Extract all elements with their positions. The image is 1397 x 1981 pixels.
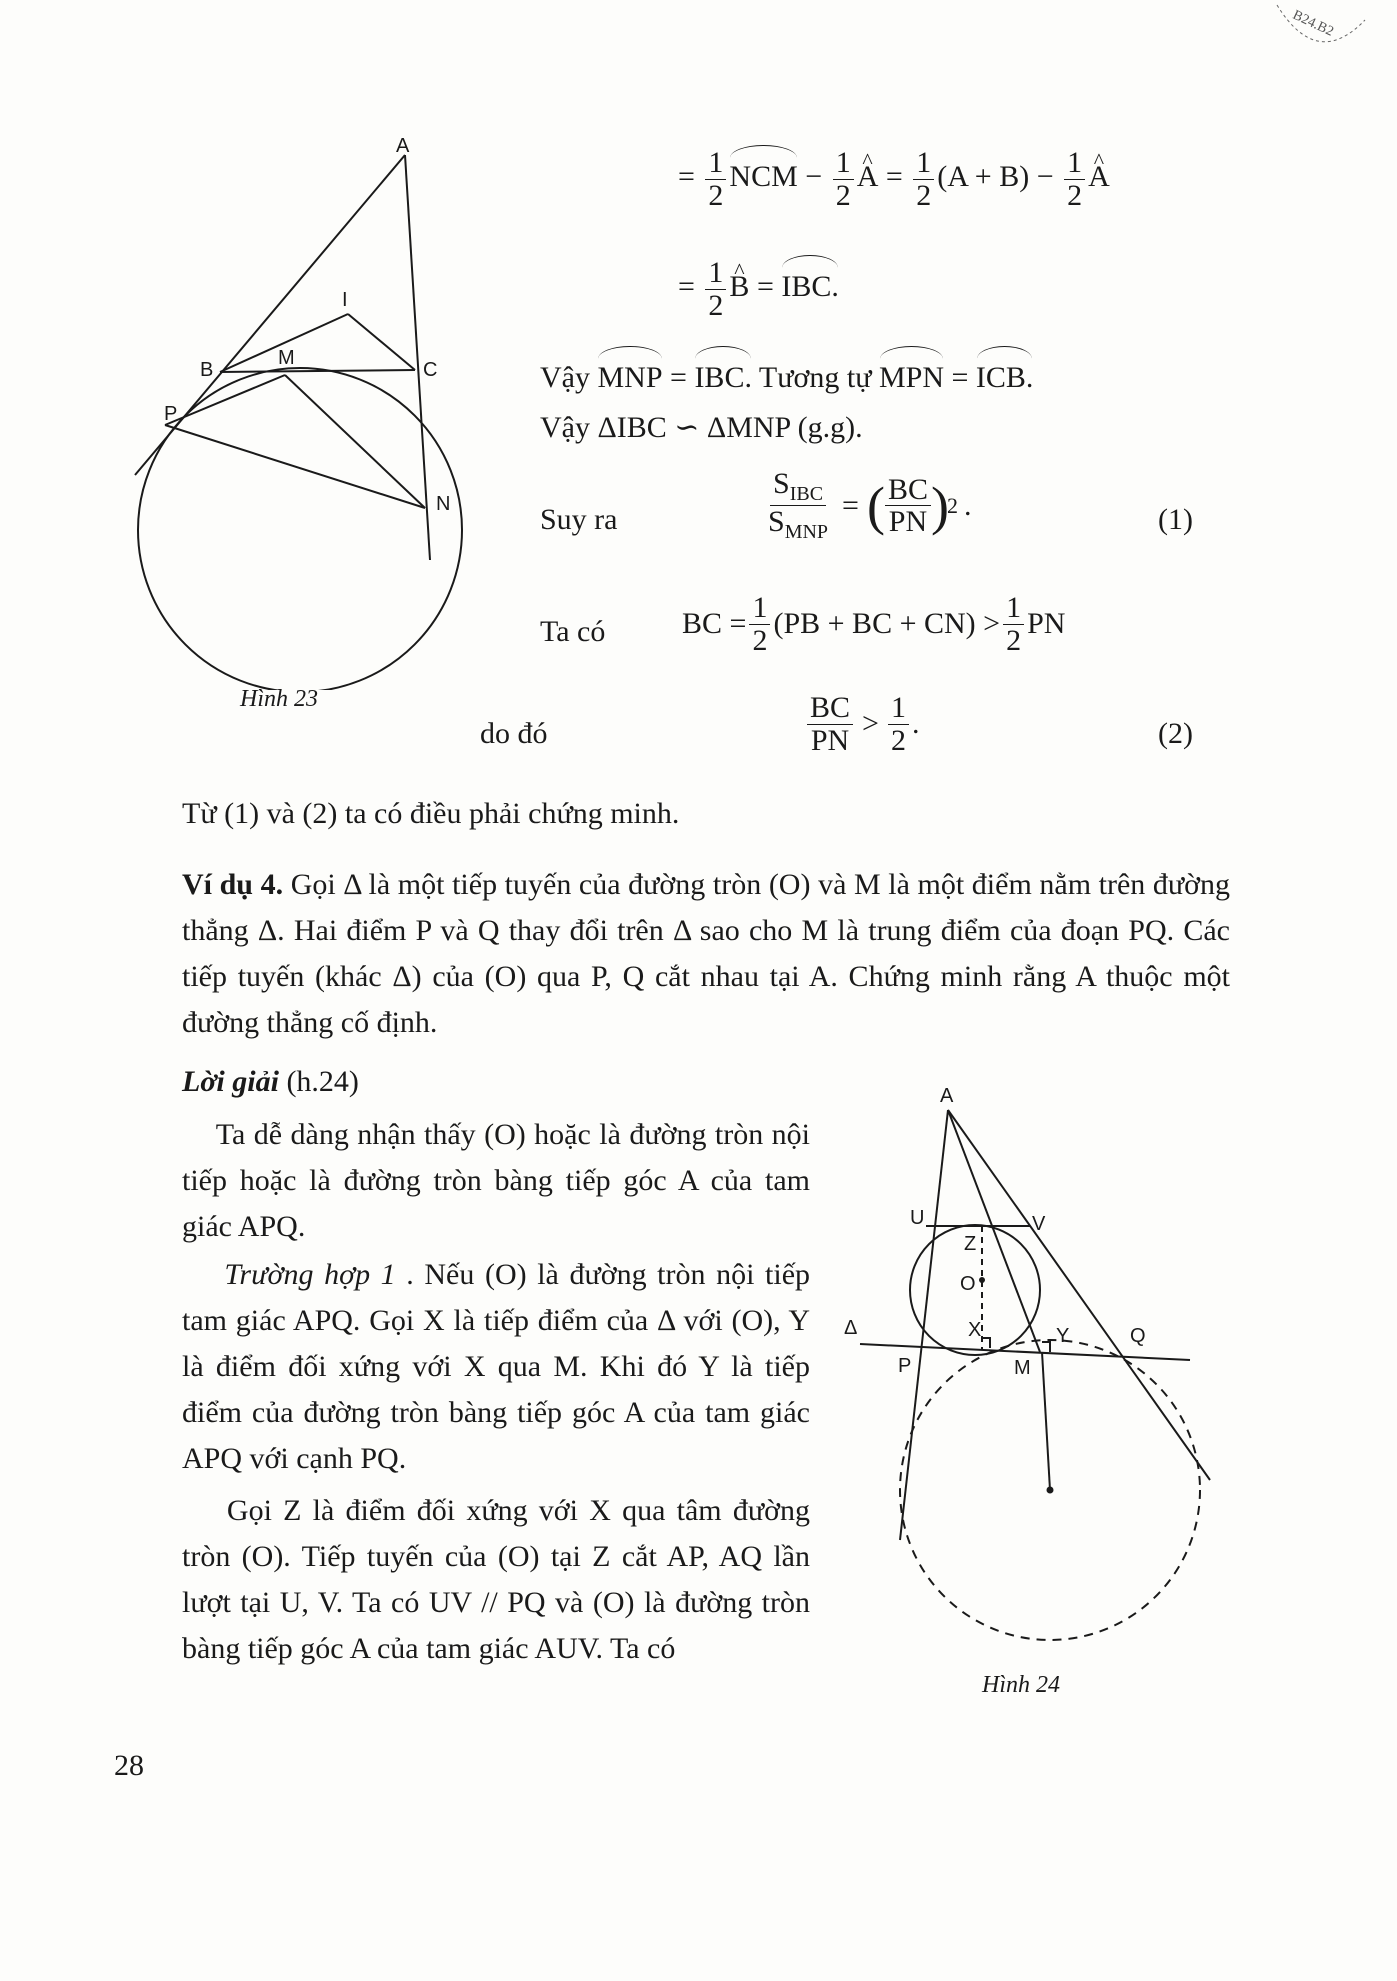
fig24-center-O [979, 1277, 985, 1283]
solution-paragraph-2: Trường hợp 1 . Nếu (O) là đường tròn nội tiếp tam giác APQ. Gọi X là tiếp điểm của Δ với (O), Y là điểm đối xứng với X qua M. Khi đó Y là tiếp điểm của đường tròn bàng tiếp góc A của tam giác APQ với cạnh PQ. [182, 1258, 811, 1475]
fig23-line-MN [285, 375, 425, 508]
fig24-label-Y: Y [1056, 1325, 1070, 1347]
fig24-label-X: X [968, 1319, 982, 1341]
library-stamp [1267, 0, 1367, 70]
derivation-line-2: = $\frac{1}{2}$ ^ B = IBC. [678, 255, 839, 321]
conclusion-text: Từ (1) và (2) ta có điều phải chứng minh. [182, 797, 680, 830]
derivation-line-5-formula: $\frac{S_{IBC}}{S_{MNP}}$ = ( $\frac{BC}{PN}$ ) 2 . [768, 467, 972, 543]
fig23-label-N: N [436, 493, 451, 515]
fig24-line-AY [948, 1110, 1040, 1352]
fig23-line-PN [165, 425, 425, 508]
equation-tag-2: (2) [1158, 717, 1193, 750]
fig24-label-M: M [1014, 1357, 1031, 1379]
fig24-label-O: O [960, 1273, 976, 1295]
fig23-line-BC [220, 370, 415, 372]
derivation-line-5-label: Suy ra [540, 503, 618, 536]
example-4 [182, 862, 1230, 1046]
fig24-label-V: V [1032, 1213, 1046, 1235]
fig23-label-P: P [164, 403, 178, 425]
figure-24-caption: Hình 24 [982, 1672, 1060, 1698]
fig24-label-Q: Q [1130, 1325, 1146, 1347]
fig23-line-AP [135, 155, 405, 475]
stamp-text: B24.B2 [1290, 7, 1336, 40]
fig23-line-IC [348, 314, 415, 370]
fig24-excenter [1047, 1487, 1054, 1494]
fig24-right-angle-Y [1042, 1342, 1050, 1352]
fig23-label-I: I [342, 289, 348, 311]
fig23-label-M: M [278, 347, 295, 369]
figure-24 [830, 1080, 1230, 1700]
solution-heading: Lời giải (h.24) [182, 1065, 359, 1098]
fig24-label-Z: Z [964, 1233, 977, 1255]
derivation-line-6-formula: BC = $\frac{1}{2}$ (PB + BC + CN) > $\frac{1}{2}$ PN [682, 591, 1066, 657]
example-4-text: Gọi Δ là một tiếp tuyến của đường tròn (O) và M là một điểm nằm trên đường thẳng Δ. Hai điểm P và Q thay đổi trên Δ sao cho M là trung điểm của đoạn PQ. Các tiếp tuyến (khác Δ) của (O) qua P, Q cắt nhau tại A. Chứng minh rằng A thuộc một đường thẳng cố định. [182, 868, 1231, 1039]
fig23-line-PM [165, 375, 285, 425]
example-4-title: Ví dụ 4. [182, 868, 284, 901]
equation-tag-1: (1) [1158, 503, 1193, 536]
fig24-label-delta: Δ [844, 1317, 858, 1339]
derivation-line-7-label: do đó [480, 717, 548, 750]
derivation-line-3: Vậy MNP = IBC. Tương tự MPN = ICB. [540, 346, 1033, 402]
case-1-title: Trường hợp 1 [224, 1258, 396, 1291]
derivation-line-1: = $\frac{1}{2}$ NCM − $\frac{1}{2}$ ^ A = $\frac{1}{2}$ (A + B) − $\frac{1}{2}$ ^ A [678, 145, 1110, 211]
fig24-label-P: P [898, 1355, 912, 1377]
fig23-line-AN [405, 155, 430, 560]
figure-23 [120, 130, 480, 690]
page-number: 28 [114, 1749, 144, 1782]
fig23-label-C: C [423, 359, 438, 381]
solution-paragraph-1: Ta dễ dàng nhận thấy (O) hoặc là đường tròn nội tiếp hoặc là đường tròn bàng tiếp góc A của tam giác APQ. [182, 1118, 811, 1243]
derivation-line-6-label: Ta có [540, 615, 606, 648]
fig24-line-Y-center [1042, 1352, 1050, 1490]
derivation-line-4: Vậy ΔIBC ∽ ΔMNP (g.g). [540, 411, 863, 444]
fig24-line-AQ [948, 1110, 1210, 1480]
derivation-line-7-formula: $\frac{BC}{PN}$ > $\frac{1}{2}$ . [804, 692, 919, 756]
fig24-label-U: U [910, 1207, 925, 1229]
fig24-line-AP [900, 1110, 948, 1540]
fig23-label-A: A [396, 135, 410, 157]
fig24-label-A: A [940, 1085, 954, 1107]
fig23-label-B: B [200, 359, 214, 381]
fig24-right-angle-X [982, 1338, 990, 1348]
solution-paragraph-3: Gọi Z là điểm đối xứng với X qua tâm đường tròn (O). Tiếp tuyến của (O) tại Z cắt AP, AQ lần lượt tại U, V. Ta có UV // PQ và (O) là đường tròn bàng tiếp góc A của tam giác AUV. Ta có [182, 1494, 810, 1665]
figure-23-caption: Hình 23 [240, 686, 318, 712]
